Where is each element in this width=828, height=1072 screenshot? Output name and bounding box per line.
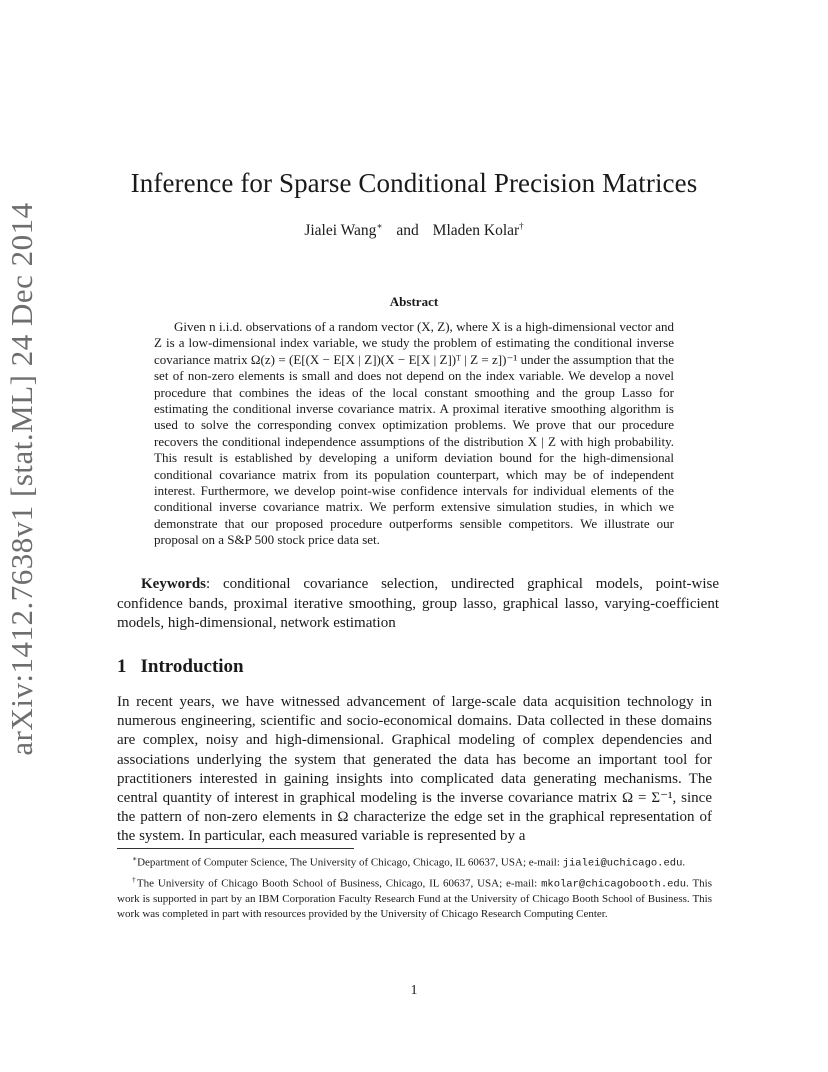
footnote-email[interactable]: mkolar@chicagobooth.edu — [541, 878, 687, 891]
author-footnote-mark: ∗ — [376, 221, 383, 231]
section-number: 1 — [117, 656, 127, 677]
introduction-body — [117, 693, 712, 847]
footnote-text: . — [682, 856, 686, 869]
footnotes — [117, 851, 712, 922]
keywords-block — [117, 575, 719, 634]
paper-title: Inference for Sparse Conditional Precision Matrices — [130, 168, 698, 198]
author-connector: and — [396, 222, 419, 240]
abstract-paragraph: Given n i.i.d. observations of a random vector (X, Z), where X is a high-dimensional vector and Z is a low-dimensional index variable, we study the problem of estimating the conditional inverse covariance matrix Ω(z) = (E[(X − E[X | Z])(X − E[X | Z])ᵀ | Z = z])⁻¹ under the assumption that the set of non-zero elements is small and does not depend on the index variable. We develop a novel procedure that combines the ideas of the local constant smoothing and the group Lasso for estimating the conditional inverse covariance matrix. A proximal iterative smoothing algorithm is used to solve the corresponding convex optimization problems. We prove that our procedure recovers the conditional independence assumptions of the distribution X | Z with high probability. This result is established by developing a uniform deviation bound for the high-dimensional conditional covariance matrix from its population counterpart, which may be of independent interest. Furthermore, we develop point-wise confidence intervals for individual elements of the conditional inverse covariance matrix. We perform extensive simulation studies, in which we demonstrate that our proposed procedure outperforms sensible competitors. We illustrate our proposal on a S&P 500 stock price data set. — [154, 319, 674, 548]
footnote-text: The University of Chicago Booth School of Business, Chicago, IL 60637, USA; e-mail: — [136, 877, 538, 890]
footnote-rule — [117, 848, 354, 849]
keywords-text: : conditional covariance selection, undirected graphical models, point-wise confidence bands, proximal iterative smoothing, group lasso, graphical lasso, varying-coefficient models, high-dimensional, network estimation — [117, 576, 719, 631]
author-name: Mladen Kolar — [432, 222, 520, 240]
section-title: Introduction — [140, 656, 244, 677]
section-heading — [117, 656, 244, 678]
footnote-email[interactable]: jialei@uchicago.edu — [562, 857, 683, 870]
arxiv-identifier-text: arXiv:1412.7638v1 [stat.ML] 24 Dec 2014 — [4, 202, 39, 756]
abstract-body — [154, 319, 674, 549]
footnote-mark: † — [132, 874, 137, 884]
abstract-heading: Abstract — [389, 294, 439, 309]
footnote — [117, 851, 712, 872]
author-line — [0, 221, 828, 240]
author-name: Jialei Wang — [304, 222, 377, 240]
footnote-mark: ∗ — [132, 854, 138, 863]
author-footnote-mark: † — [519, 221, 524, 231]
footnote-text: Department of Computer Science, The University of Chicago, Chicago, IL 60637, USA; e-mail: — [137, 856, 560, 869]
body-paragraph: In recent years, we have witnessed advancement of large-scale data acquisition technology in numerous engineering, scientific and socio-economical domains. Data collected in these domains are complex, noisy and high-dimensional. Graphical modeling of complex dependencies and associations underlying the system that generated the data has become an important tool for practitioners interested in gaining insights into complicated data generating mechanisms. The central quantity of interest in graphical modeling is the inverse covariance matrix Ω = Σ⁻¹, since the pattern of non-zero elements in Ω characterize the edge set in the graphical representation of the system. In particular, each measured variable is represented by a — [117, 694, 712, 845]
page-number: 1 — [410, 983, 418, 998]
footnote-text: . This work is supported in part by an IBM Corporation Faculty Research Fund at the University of Chicago Booth School of Business. This work was completed in part with resources provided by the University of Chicago Research Computing Center. — [117, 877, 713, 921]
keywords-label: Keywords — [141, 576, 206, 592]
footnote — [117, 872, 712, 923]
